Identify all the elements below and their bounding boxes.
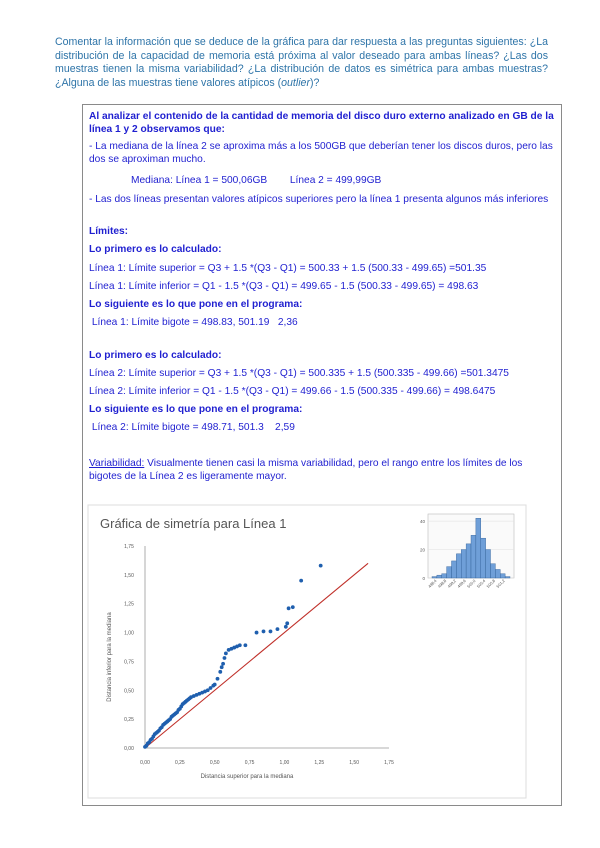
x-tick-label: 1,25 <box>314 760 325 766</box>
data-point <box>276 627 280 631</box>
line1-whisker-limit: Línea 1: Límite bigote = 498.83, 501.19 2,36 <box>89 317 298 328</box>
calc-heading-2: Lo primero es lo calculado: <box>89 350 222 361</box>
data-point <box>223 656 227 660</box>
histogram <box>420 514 514 589</box>
y-tick-label: 0,25 <box>124 717 134 724</box>
medians-line: Mediana: Línea 1 = 500,06GB Línea 2 = 499,99GB <box>131 175 382 186</box>
x-tick-label: 0,25 <box>174 760 185 766</box>
y-tick-label: 0,00 <box>124 746 134 752</box>
histogram-bar <box>486 550 491 578</box>
question-main: Comentar la información que se deduce de la gráfica para dar respuesta a las preguntas siguientes: ¿La distribución de la capacidad de memoria está próxima al valor deseado para ambas líneas? ¿Las dos muestras tienen la misma variabilidad? ¿La distribución de datos es simétrica para ambas muestras? ¿Alguna de las muestras tiene valores atípicos ( <box>55 36 548 89</box>
histogram-x-tick: 498,8 <box>436 578 448 589</box>
data-point <box>284 625 288 629</box>
answer-paragraph-3: - Las dos líneas presentan valores atípicos superiores pero la línea 1 presenta algunos más inferiores <box>89 194 549 205</box>
answer-paragraph-2: - La mediana de la línea 2 se aproxima más a los 500GB que deberían tener los discos duros, pero las dos se aproximan mucho. <box>89 141 553 166</box>
reference-line <box>145 563 368 748</box>
histogram-bar <box>500 574 505 578</box>
histogram-y-tick: 0 <box>422 576 425 581</box>
y-tick-label: 0,75 <box>124 659 134 666</box>
histogram-x-tick: 500,8 <box>485 578 497 589</box>
line2-lower-limit: Línea 2: Límite inferior = Q1 - 1.5 *(Q3 - Q1) = 499.66 - 1.5 (500.335 - 499.66) = 498.6475 <box>89 386 496 397</box>
histogram-bar <box>442 574 447 578</box>
data-point <box>238 643 242 647</box>
histogram-bar <box>447 567 452 578</box>
data-point <box>224 651 228 655</box>
data-point <box>216 677 220 681</box>
histogram-y-tick: 40 <box>419 519 425 525</box>
variability-text: Visualmente tienen casi la misma variabilidad, pero el rango entre los límites de los bigotes de la Línea 2 es ligeramente mayor. <box>89 458 523 483</box>
histogram-bar <box>491 564 496 578</box>
histogram-bar <box>495 569 500 578</box>
data-point <box>218 670 222 674</box>
line1-upper-limit: Línea 1: Límite superior = Q3 + 1.5 *(Q3 - Q1) = 500.33 + 1.5 (500.33 - 499.65) =501.35 <box>89 263 487 274</box>
histogram-x-tick: 499,2 <box>446 578 458 589</box>
histogram-bar <box>471 535 476 578</box>
data-point <box>319 564 323 568</box>
x-tick-label: 0,75 <box>244 760 255 766</box>
question-end: )? <box>309 76 320 89</box>
x-tick-label: 1,75 <box>384 760 394 766</box>
x-axis-label: Distancia superior para la mediana <box>200 774 294 780</box>
histogram-bar <box>476 518 481 578</box>
chart-title: Gráfica de simetría para Línea 1 <box>100 516 287 531</box>
data-point <box>285 621 289 625</box>
x-tick-label: 0,50 <box>209 760 220 766</box>
data-point <box>243 643 247 647</box>
histogram-bar <box>452 561 457 578</box>
y-axis-label: Distancia inferior para la mediana <box>107 612 113 702</box>
histogram-bar <box>456 554 461 578</box>
data-point <box>221 662 225 666</box>
y-tick-label: 1,00 <box>124 630 134 637</box>
line2-whisker-limit: Línea 2: Límite bigote = 498.71, 501.3 2,59 <box>89 422 295 433</box>
histogram-bar <box>466 544 471 578</box>
histogram-bar <box>432 577 437 578</box>
x-tick-label: 1,50 <box>349 760 360 766</box>
data-point <box>220 665 224 669</box>
y-tick-label: 0,50 <box>124 688 134 695</box>
program-heading-1: Lo siguiente es lo que pone en el programa: <box>89 299 303 310</box>
program-heading-2: Lo siguiente es lo que pone en el programa: <box>89 404 303 415</box>
x-tick-label: 0,00 <box>140 760 150 766</box>
histogram-x-tick: 501,2 <box>495 578 506 589</box>
histogram-x-tick: 499,6 <box>456 578 467 589</box>
histogram-bar <box>505 577 510 578</box>
data-point <box>299 579 303 583</box>
x-tick-label: 1,00 <box>279 760 290 766</box>
histogram-bar <box>481 538 486 578</box>
scatter-plot <box>107 544 394 780</box>
variability-label: Variabilidad: <box>89 458 145 469</box>
limits-heading: Límites: <box>89 226 129 237</box>
data-point <box>255 631 259 635</box>
data-point <box>269 630 273 634</box>
y-tick-label: 1,75 <box>124 544 134 550</box>
histogram-x-tick: 500,4 <box>475 578 487 589</box>
line1-lower-limit: Línea 1: Límite inferior = Q1 - 1.5 *(Q3 - Q1) = 499.65 - 1.5 (500.33 - 499.65) = 498.63 <box>89 281 479 292</box>
answer-paragraph-1: Al analizar el contenido de la cantidad de memoria del disco duro externo analizado en GB de la línea 1 y 2 observamos que: <box>89 111 554 136</box>
histogram-x-tick: 498,4 <box>426 578 438 589</box>
data-point <box>262 630 266 634</box>
question-italic: outlier <box>281 76 310 89</box>
histogram-bar <box>461 550 466 578</box>
data-point <box>291 605 295 609</box>
histogram-x-tick: 500,0 <box>465 578 477 589</box>
line2-upper-limit: Línea 2: Límite superior = Q3 + 1.5 *(Q3 - Q1) = 500.335 + 1.5 (500.335 - 499.66) =501.3475 <box>89 368 509 379</box>
y-tick-label: 1,25 <box>124 601 134 608</box>
data-point <box>213 683 217 687</box>
y-tick-label: 1,50 <box>124 572 134 579</box>
data-point <box>287 606 291 610</box>
histogram-bar <box>437 575 442 578</box>
histogram-y-tick: 20 <box>419 547 425 553</box>
calc-heading-1: Lo primero es lo calculado: <box>89 244 222 255</box>
